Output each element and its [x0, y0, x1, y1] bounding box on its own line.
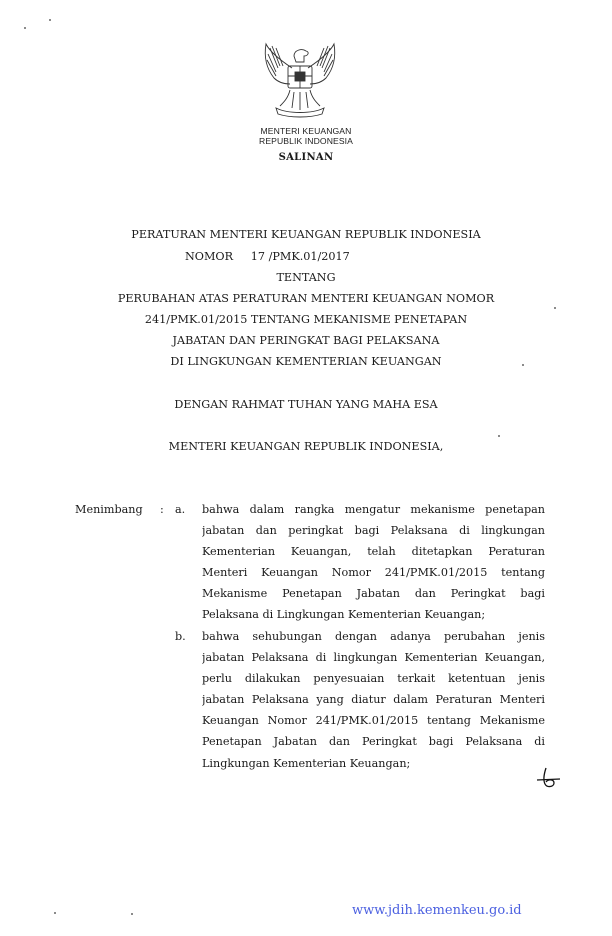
item-b-line: jabatan Pelaksana di lingkungan Kementerian Keuangan, — [202, 651, 545, 665]
regulation-number — [185, 250, 350, 263]
handwritten-initial-icon — [534, 764, 564, 794]
item-b-line: bahwa sehubungan dengan adanya perubahan jenis — [202, 630, 545, 643]
jdih-website-link[interactable]: www.jdih.kemenkeu.go.id — [352, 903, 522, 918]
scan-artifact — [498, 435, 500, 437]
item-b-text — [202, 626, 545, 774]
item-b-line: Penetapan Jabatan dan Peringkat bagi Pelaksana di — [202, 735, 545, 749]
scan-artifact — [522, 364, 524, 366]
nomor-value: 17 /PMK.01/2017 — [250, 250, 350, 263]
subject-line-4: DI LINGKUNGAN KEMENTERIAN KEUANGAN — [170, 355, 442, 368]
tentang-heading: TENTANG — [276, 271, 336, 284]
item-a-line: Menteri Keuangan Nomor 241/PMK.01/2015 tentang — [202, 566, 545, 580]
item-b-line: Lingkungan Kementerian Keuangan; — [202, 756, 411, 770]
item-a-line: bahwa dalam rangka mengatur mekanisme penetapan — [202, 503, 545, 516]
item-b-line: jabatan Pelaksana yang diatur dalam Peraturan Menteri — [202, 693, 545, 707]
scan-artifact — [131, 913, 133, 915]
item-b-line: perlu dilakukan penyesuaian terkait ketentuan jenis — [202, 672, 545, 686]
subject-line-3: JABATAN DAN PERINGKAT BAGI PELAKSANA — [172, 334, 440, 347]
item-a-line: jabatan dan peringkat bagi Pelaksana di lingkungan — [202, 524, 545, 538]
item-a-line: Pelaksana di Lingkungan Kementerian Keuangan; — [202, 608, 486, 622]
item-b-line: Keuangan Nomor 241/PMK.01/2015 tentang Mekanisme — [202, 714, 545, 728]
item-a-line: Kementerian Keuangan, telah ditetapkan Peraturan — [202, 545, 545, 559]
item-a-line: Mekanisme Penetapan Jabatan dan Peringkat bagi — [202, 587, 545, 601]
scan-artifact — [24, 27, 26, 29]
menimbang-label: Menimbang — [75, 503, 143, 516]
invocation: DENGAN RAHMAT TUHAN YANG MAHA ESA — [174, 398, 438, 411]
regulation-title: PERATURAN MENTERI KEUANGAN REPUBLIK INDONESIA — [131, 228, 481, 241]
ministry-name: MENTERI KEUANGAN — [260, 126, 352, 136]
scan-artifact — [54, 912, 56, 914]
nomor-label: NOMOR — [185, 250, 234, 263]
item-b-marker: b. — [175, 630, 186, 643]
copy-stamp: SALINAN — [278, 152, 334, 163]
subject-line-1: PERUBAHAN ATAS PERATURAN MENTERI KEUANGAN NOMOR — [117, 292, 495, 305]
scan-artifact — [554, 307, 556, 309]
scan-artifact — [49, 19, 51, 21]
menimbang-colon: : — [160, 503, 164, 516]
issuer: MENTERI KEUANGAN REPUBLIK INDONESIA, — [168, 440, 444, 453]
item-a-text — [202, 499, 545, 626]
subject-line-2: 241/PMK.01/2015 TENTANG MEKANISME PENETAPAN — [144, 313, 468, 326]
item-a-marker: a. — [175, 503, 186, 516]
garuda-pancasila-icon — [258, 38, 342, 122]
country-name: REPUBLIK INDONESIA — [259, 136, 353, 146]
